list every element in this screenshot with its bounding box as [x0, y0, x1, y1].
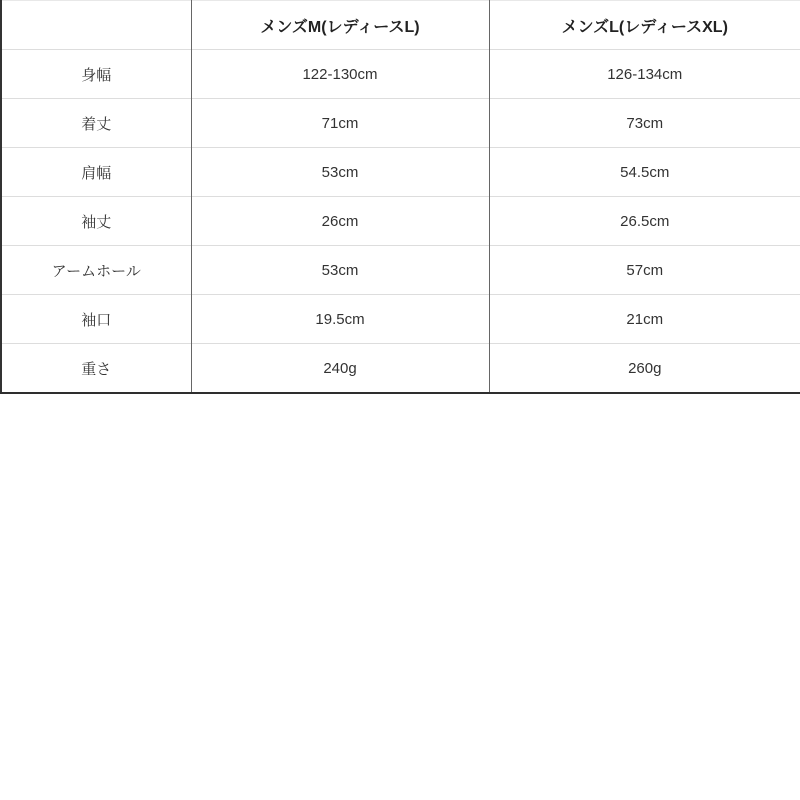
row-label: 袖口 [1, 295, 191, 344]
value-m: 19.5cm [191, 295, 489, 344]
table-row [1, 246, 800, 295]
value-m: 26cm [191, 197, 489, 246]
header-corner-cell [1, 1, 191, 50]
value-l: 21cm [489, 295, 800, 344]
header-mens-l: メンズL(レディースXL) [489, 1, 800, 50]
value-l: 54.5cm [489, 148, 800, 197]
table-row [1, 148, 800, 197]
size-chart-table [0, 0, 800, 394]
table-row [1, 197, 800, 246]
value-l: 26.5cm [489, 197, 800, 246]
row-label: 着丈 [1, 99, 191, 148]
table-row [1, 99, 800, 148]
table-row [1, 295, 800, 344]
value-l: 73cm [489, 99, 800, 148]
value-l: 57cm [489, 246, 800, 295]
value-m: 53cm [191, 246, 489, 295]
row-label: 肩幅 [1, 148, 191, 197]
value-m: 53cm [191, 148, 489, 197]
value-m: 240g [191, 344, 489, 394]
row-label: アームホール [1, 246, 191, 295]
table-row [1, 344, 800, 394]
value-m: 71cm [191, 99, 489, 148]
row-label: 身幅 [1, 50, 191, 99]
value-l: 126-134cm [489, 50, 800, 99]
value-l: 260g [489, 344, 800, 394]
row-label: 袖丈 [1, 197, 191, 246]
row-label: 重さ [1, 344, 191, 394]
table-row [1, 50, 800, 99]
value-m: 122-130cm [191, 50, 489, 99]
header-row [1, 1, 800, 50]
header-mens-m: メンズM(レディースL) [191, 1, 489, 50]
